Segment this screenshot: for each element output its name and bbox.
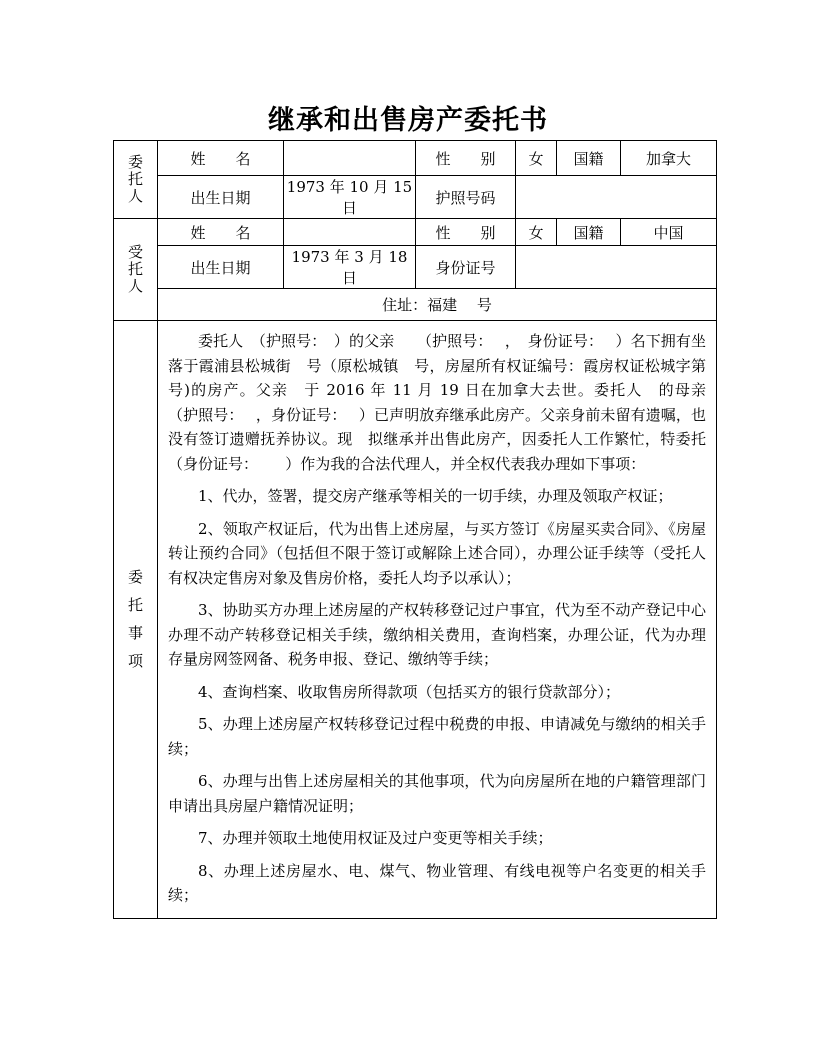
- principal-name-label: 姓 名: [158, 141, 284, 176]
- agent-section-label: [114, 219, 158, 321]
- matter-item-5: 5、办理上述房屋产权转移登记过程中税费的申报、申请减免与缴纳的相关手续；: [168, 715, 706, 758]
- matters-section-label: [114, 321, 158, 919]
- principal-gender-value: 女: [516, 141, 557, 176]
- matter-item-7: 7、办理并领取土地使用权证及过户变更等相关手续；: [198, 829, 553, 847]
- label-char: 托: [127, 596, 143, 615]
- agent-row-1: [114, 219, 717, 246]
- principal-row-2: [114, 176, 717, 219]
- agent-birth-label: 出生日期: [158, 246, 284, 289]
- matter-item-2: 2、领取产权证后，代为出售上述房屋，与买方签订《房屋买卖合同》、《房屋转让预约合同》（包括但不限于签订或解除上述合同），办理公证手续等（受托人有权决定售房对象及售房价格，委托人均予以承认）；: [168, 519, 706, 587]
- label-char: 人: [127, 187, 143, 205]
- matters-content: [158, 321, 737, 919]
- matter-item-3: 3、协助买方办理上述房屋的产权转移登记过户事宜，代为至不动产登记中心办理不动产转移登记相关手续，缴纳相关费用，查询档案，办理公证，代为办理存量房网签网备、税务申报、登记、缴纳等手续；: [168, 601, 706, 668]
- principal-name-value: [284, 141, 416, 176]
- label-char: 人: [127, 277, 143, 295]
- agent-nationality-value: 中国: [621, 219, 717, 246]
- label-char: 托: [127, 170, 143, 188]
- agent-row-3: [114, 289, 717, 321]
- matter-item-1: 1、代办，签署，提交房产继承等相关的一切手续，办理及领取产权证；: [198, 487, 673, 505]
- matter-item-8: 8、办理上述房屋水、电、煤气、物业管理、有线电视等户名变更的相关手续；: [168, 861, 706, 904]
- label-char: 受: [127, 243, 143, 261]
- agent-name-value: [284, 219, 416, 246]
- agent-address: 住址：福建 号: [158, 289, 717, 321]
- label-char: 项: [127, 652, 143, 671]
- principal-passport-label: 护照号码: [416, 176, 516, 219]
- principal-nationality-value: 加拿大: [621, 141, 717, 176]
- entrustment-table: [113, 140, 737, 919]
- matters-row: [114, 321, 717, 919]
- agent-gender-value: 女: [516, 219, 557, 246]
- agent-nationality-label: 国籍: [557, 219, 621, 246]
- agent-name-label: 姓 名: [158, 219, 284, 246]
- principal-row-1: [114, 141, 717, 176]
- label-char: 委: [127, 568, 143, 587]
- label-char: 委: [127, 153, 143, 171]
- principal-birth-value: 1973 年 10 月 15 日: [284, 176, 416, 219]
- principal-nationality-label: 国籍: [557, 141, 621, 176]
- agent-id-label: 身份证号: [416, 246, 516, 289]
- agent-row-2: [114, 246, 717, 289]
- principal-section-label: [114, 141, 158, 219]
- matter-item-4: 4、查询档案、收取售房所得款项（包括买方的银行贷款部分）；: [198, 682, 621, 701]
- principal-birth-label: 出生日期: [158, 176, 284, 219]
- label-char: 托: [127, 260, 143, 278]
- principal-gender-label: 性 别: [416, 141, 516, 176]
- label-char: 事: [127, 624, 143, 643]
- document-title: 继承和出售房产委托书: [268, 105, 548, 136]
- principal-passport-value: [516, 176, 717, 219]
- agent-gender-label: 性 别: [416, 219, 516, 246]
- agent-birth-value: 1973 年 3 月 18 日: [284, 246, 416, 289]
- matters-intro: 委托人 （护照号： ）的父亲 （护照号： ， 身份证号： ）名下拥有坐落于霞浦县松城街 号（原松城镇 号，房屋所有权证编号：霞房权证松城字第 号)的房产。父亲 于 2016 年 11 月 19 日在加拿大去世。委托人 的母亲 （护照号： ，身份证号： ）已声明放弃继承此房产。父亲身前未留有遗嘱，也没有签订遗赠抚养协议。现 拟继承并出售此房产，因委托人工作繁忙，特委托 （身份证号： ）作为我的合法代理人，并全权代表我办理如下事项：: [168, 332, 737, 473]
- agent-id-value: [516, 246, 717, 289]
- matter-item-6: 6、办理与出售上述房屋相关的其他事项，代为向房屋所在地的户籍管理部门申请出具房屋户籍情况证明；: [168, 772, 706, 815]
